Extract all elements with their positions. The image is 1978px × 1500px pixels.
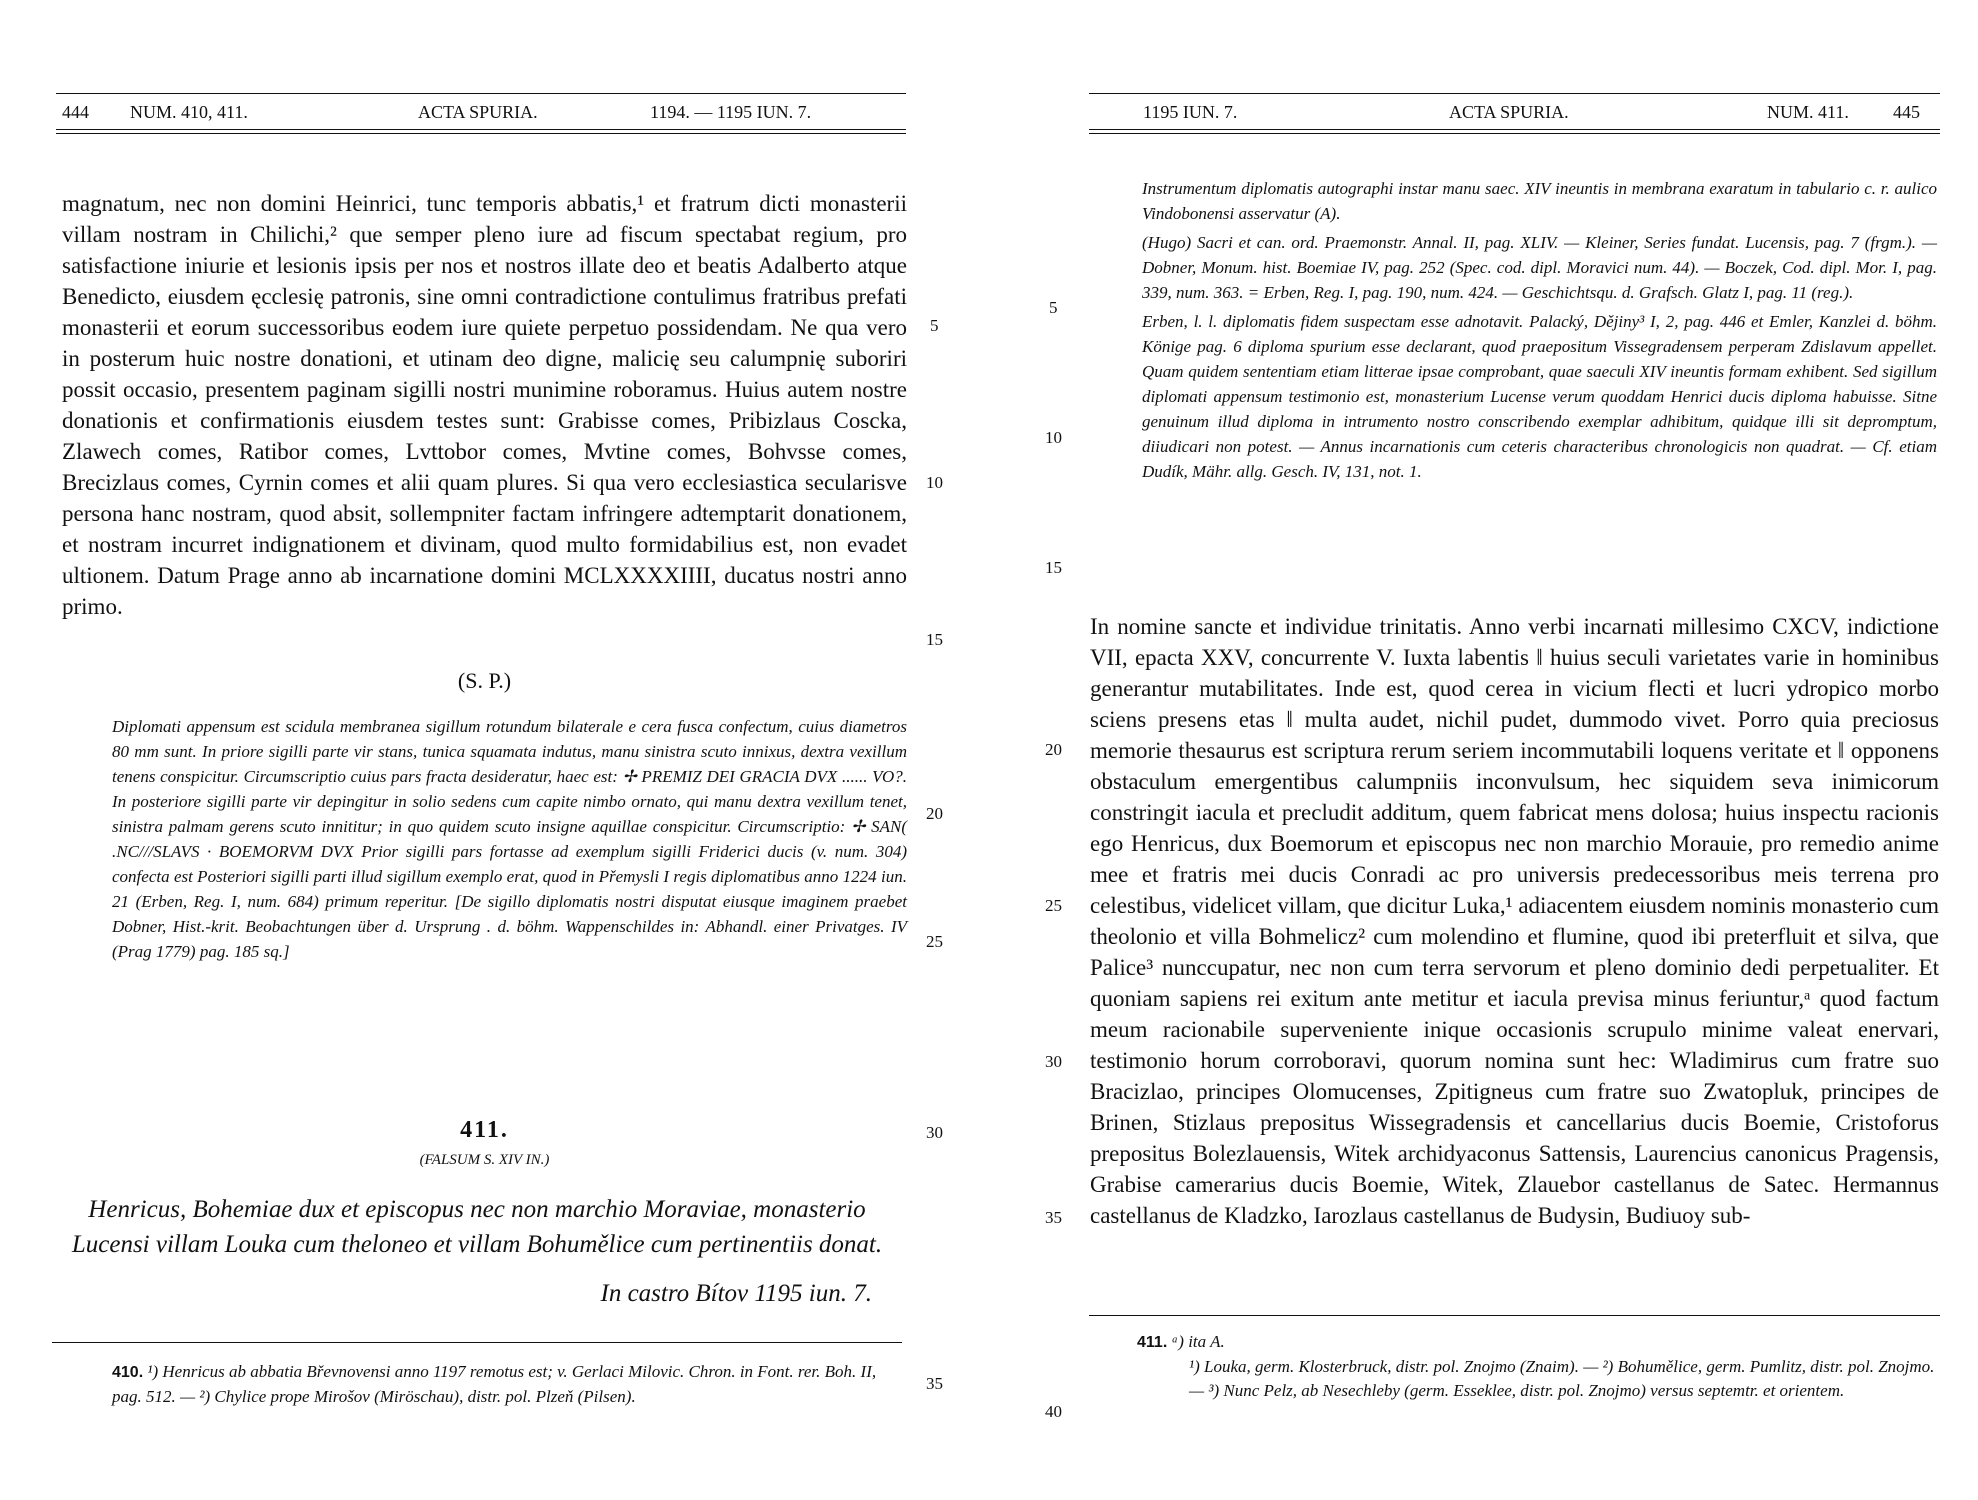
right-line-number: 30 (1045, 1052, 1062, 1071)
seal-mark: (S. P.) (457, 668, 512, 693)
left-page-number: 444 (62, 102, 89, 122)
note-manuscript: Instrumentum diplomatis autographi instar manu saec. XIV ineuntis in membrana exaratum in tabulario c. r. aulico Vindobonensi asservatur (A). (1142, 179, 1937, 223)
right-line-number: 35 (1045, 1208, 1062, 1227)
right-header-date: 1195 IUN. 7. (1143, 102, 1238, 122)
doc-411-classification: (FALSUM S. XIV IN.) (419, 1152, 550, 1168)
right-line-number: 25 (1045, 896, 1062, 915)
left-footnotes (112, 1360, 904, 1409)
footnote-410-label: 410. (112, 1364, 144, 1381)
left-line-number: 30 (926, 1123, 943, 1142)
left-main-text (62, 188, 907, 622)
right-line-number: 5 (1049, 298, 1058, 317)
right-running-header (1089, 93, 1940, 133)
right-header-doc-number: NUM. 411. (1767, 102, 1849, 122)
right-main-text (1090, 611, 1939, 1231)
left-line-number: 25 (926, 932, 943, 951)
left-line-number: 35 (926, 1374, 943, 1393)
right-editorial-notes (1142, 176, 1937, 488)
right-footnotes (1137, 1330, 1937, 1403)
left-line-number: 20 (926, 804, 943, 823)
right-page-number: 445 (1893, 102, 1920, 122)
note-editions: (Hugo) Sacri et can. ord. Praemonstr. Annal. II, pag. XLIV. — Kleiner, Series fundat. Lucensis, pag. 7 (frgm.). — Dobner, Monum. hist. Boemiae IV, pag. 252 (Spec. cod. dipl. Moravici num. 44). — Boczek, Cod. dipl. Mor. I, pag. 339, num. 363. = Erben, Reg. I, pag. 190, num. 424. — Geschichtsqu. d. Grafsch. Glatz I, pag. 11 (reg.). (1142, 233, 1937, 302)
footnote-411-line1: ᵃ) ita A. (1171, 1332, 1225, 1351)
right-line-number: 15 (1045, 558, 1062, 577)
note-authenticity: Erben, l. l. diplomatis fidem suspectam esse adnotavit. Palacký, Dějiny³ I, 2, pag. 446 et Emler, Kanzlei d. böhm. Könige pag. 6 diploma spurium esse declarant, quod praepositum Vissegradensem perperam Zdislavum appellet. Quam quidem sententiam etiam litterae ipsae comprobant, quae saeculi XIV ineuntis formam exhibent. Sed sigillum diplomati appensum testimonio est, monasterium Lucense verum quoddam Henrici ducis diploma habuisse. Sitne genuinum illud diploma in intrumento nostro conscribendo exemplar adhibitum, quidque illi sit depromptum, diiudicari non potest. — Annus incarnationis cum ceteris characteribus chronologicis non quadrat. — Cf. etiam Dudík, Mähr. allg. Gesch. IV, 131, not. 1. (1142, 312, 1937, 481)
right-line-number: 40 (1045, 1402, 1062, 1421)
seal-description (112, 714, 907, 968)
doc-411-summary: Henricus, Bohemiae dux et episcopus nec non marchio Moraviae, monasterio Lucensi villam Louka cum theloneo et villam Bohumělice cum pertinentiis donat. (71, 1196, 883, 1258)
left-header-date: 1194. — 1195 IUN. 7. (650, 102, 812, 122)
footnote-411-label: 411. (1137, 1334, 1168, 1351)
left-footnote-rule (52, 1342, 902, 1343)
charter-411-text: In nomine sancte et individue trinitatis. Anno verbi incarnati millesimo CXCV, indictione VII, epacta XXV, concurrente V. Iuxta labentis ‖ huius seculi varietates varie in hominibus generantur mutabilitates. Inde est, quod cerea in vicium flecti et lucri ydropico morbo sciens presens etas ‖ multa audet, nichil pudet, dummodo vivet. Porro quia preciosus memorie thesaurus est scriptura rerum seriem incommutabili loquens veritate et ‖ opponens obstaculum emergentibus calumpniis inconvulsum, hec siquidem seva inimicorum constringit iacula et precludit additum, quem fabricat mens dolosa; huius inspectu racionis ego Henricus, dux Boemorum et episcopus nec non marchio Morauie, pro remedio anime mee et fratris mei ducis Conradi ac pro universis predecessoribus meis terrena pro celestibus, videlicet villam, que dicitur Luka,¹ adiacentem eiusdem nominis monasterio cum theolonio et villa Bohmelicz² cum molendino et flumine, quod ibi preterfluit et silva, que Palice³ nunccupatur, nec non cum terra servorum et pleno dominio dedi perpetualiter. Et quoniam sapiens rei exitum ante metitur et iacula previsa minus feriuntur,ᵃ quod factum meum racionabile superveniente inique occasionis scrupulo minime valeat enervari, testimonio horum corroboravi, quorum nomina sunt hec: Wladimirus cum fratre suo Bracizlao, principes Olomucenses, Zpitigneus cum fratre suo Zwatopluk, principes de Brinen, Stizlaus prepositus Wissegradensis et cancellarius ducis Boemie, Cristoforus prepositus Bolezlauensis, Witek archidyaconus Sattensis, Laurencius canonicus Pragensis, Grabise camerarius ducis Boemie, Witek, Zlauebor castellanus de Satec. Hermannus castellanus de Kladzko, Iarozlaus castellanus de Budysin, Budiuoy sub- (1090, 614, 1939, 1228)
left-line-number: 5 (930, 316, 939, 335)
footnote-411-line2: ¹) Louka, germ. Klosterbruck, distr. pol. Znojmo (Znaim). — ²) Bohumělice, germ. Pumlitz, distr. pol. Znojmo. — ³) Nunc Pelz, ab Nesechleby (germ. Esseklee, distr. pol. Znojmo) versus septemtr. et orientem. (1189, 1357, 1935, 1400)
right-line-number: 20 (1045, 740, 1062, 759)
doc-411-number: 411. (460, 1117, 509, 1143)
seal-note-text: Diplomati appensum est scidula membranea sigillum rotundum bilaterale e cera fusca confectum, cuius diametros 80 mm sunt. In priore sigilli parte vir stans, tunica squamata indutus, manu sinistra scuto innixus, dextra vexillum tenens conspicitur. Circumscriptio cuius pars fracta desideratur, haec est: ✢ PREMIZ DEI GRACIA DVX ...... VO?. In posteriore sigilli parte vir depingitur in solio sedens cum capite nimbo ornato, qui manu dextra vexillum tenet, sinistra palmam gerens scuto innititur; in quo quidem scuto insigne aquillae conspicitur. Circumscriptio: ✢ SAN( .NC///SLAVS · BOEMORVM DVX Prior sigilli pars fortasse ad exemplum sigilli Friderici ducis (v. num. 304) confecta est Posteriori sigilli parti illud sigillum exemplo erat, quod in Přemysli I regis diplomatibus anno 1224 iun. 21 (Erben, Reg. I, num. 684) primum reperitur. [De sigillo diplomatis nostri disputat eiusque imaginem praebet Dobner, Hist.-krit. Beobachtungen über d. Ursprung . d. böhm. Wappenschildes in: Abhandl. einer Privatges. IV (Prag 1779) pag. 185 sq.] (112, 717, 907, 961)
charter-410-text: magnatum, nec non domini Heinrici, tunc temporis abbatis,¹ et fratrum dicti monasterii villam nostram in Chilichi,² que semper pleno iure ad fiscum spectabat regium, pro satisfactione iniurie et lesionis ipsis per nos et nostros illate deo et beatis Adalberto atque Benedicto, eiusdem ęcclesię patronis, sine omni contradictione contulimus fratribus prefati monasterii et eorum successoribus eodem iure quiete perpetuo possidendam. Ne qua vero in posterum huic nostre donationi, et utinam deo digne, malicię seu calumpnię suboriri possit occasio, presentem paginam sigilli nostri munimine roboramus. Huius autem nostre donationis et confirmationis eiusdem testes sunt: Grabisse comes, Pribizlaus Coscka, Zlawech comes, Ratibor comes, Lvttobor comes, Mvtine comes, Bohvsse comes, Brecizlaus comes, Cyrnin comes et alii quam plures. Si qua vero ecclesiastica secularisve persona hanc nostram, quod absit, sollempniter factam infringere adtemptarit donationem, et nostram incurret indignationem et divinam, quod multo formidabilius est, non evadet ultionem. Datum Prage anno ab incarnatione domini MCLXXXXIIII, ducatus nostri anno primo. (62, 191, 907, 619)
footnote-410-text: ¹) Henricus ab abbatia Břevnovensi anno 1197 remotus est; v. Gerlaci Milovic. Chron. in Font. rer. Boh. II, pag. 512. — ²) Chylice prope Mirošov (Miröschau), distr. pol. Plzeň (Pilsen). (112, 1362, 877, 1406)
right-page (989, 0, 1978, 1500)
right-footnote-rule (1089, 1315, 1940, 1316)
left-header-doc-number: NUM. 410, 411. (130, 102, 248, 122)
left-header-title: ACTA SPURIA. (418, 102, 538, 122)
left-line-number: 10 (926, 473, 943, 492)
left-running-header (56, 93, 906, 133)
doc-411-place-date: In castro Bítov 1195 iun. 7. (600, 1280, 872, 1307)
left-line-number: 15 (926, 630, 943, 649)
right-line-number: 10 (1045, 428, 1062, 447)
right-header-title: ACTA SPURIA. (1449, 102, 1569, 122)
